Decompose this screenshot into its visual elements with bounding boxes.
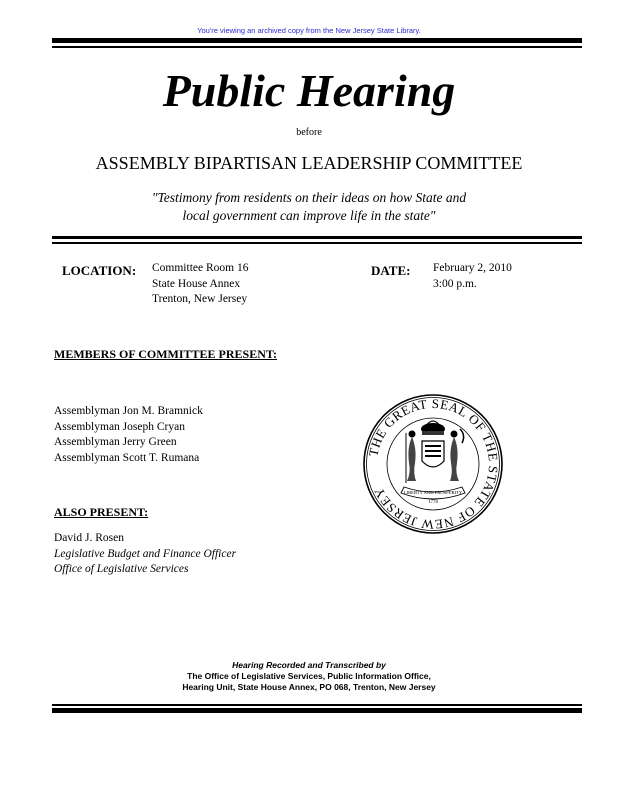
footer-line: Hearing Unit, State House Annex, PO 068, Trenton, New Jersey	[182, 682, 436, 692]
mid-rule-thick	[52, 236, 582, 239]
date-line: February 2, 2010	[433, 262, 512, 274]
location-line: Committee Room 16	[152, 262, 249, 274]
members-list	[54, 404, 203, 466]
also-present-heading: ALSO PRESENT:	[54, 505, 149, 519]
member-item: Assemblyman Jerry Green	[54, 436, 177, 448]
bottom-rule-thin	[52, 704, 582, 706]
member-item: Assemblyman Scott T. Rumana	[54, 451, 200, 464]
before-text: before	[296, 127, 322, 138]
footer-credits	[0, 660, 618, 693]
committee-name: ASSEMBLY BIPARTISAN LEADERSHIP COMMITTEE	[95, 153, 523, 173]
state-seal	[362, 393, 504, 535]
location-line: State House Annex	[152, 277, 241, 290]
member-item: Assemblyman Joseph Cryan	[54, 420, 185, 433]
testimony-line: "Testimony from residents on their ideas on how State and	[151, 190, 467, 205]
also-present-role: Legislative Budget and Finance Officer	[54, 547, 237, 560]
archive-notice: You're viewing an archived copy from the New Jersey State Library.	[197, 26, 421, 35]
also-present-block	[54, 531, 236, 578]
location-line: Trenton, New Jersey	[152, 293, 248, 305]
location-label: LOCATION:	[62, 263, 137, 278]
date-line: 3:00 p.m.	[433, 277, 477, 290]
seal-banner: LIBERTY AND PROSPERITY	[403, 490, 463, 495]
svg-text:THE GREAT SEAL OF THE STATE OF: THE GREAT SEAL OF THE STATE OF NEW JERSEY	[365, 395, 502, 533]
seal-year: 1776	[428, 500, 438, 505]
mid-rule-thin	[52, 242, 582, 244]
testimony-subtitle	[0, 189, 618, 225]
testimony-line: local government can improve life in the state"	[182, 208, 436, 223]
date-value	[433, 261, 512, 292]
bottom-rule-thick	[52, 708, 582, 713]
member-item: Assemblyman Jon M. Bramnick	[54, 405, 203, 417]
date-label: DATE:	[371, 263, 411, 278]
also-present-name: David J. Rosen	[54, 532, 124, 544]
footer-line: The Office of Legislative Services, Public Information Office,	[187, 671, 431, 681]
location-value	[152, 261, 248, 308]
footer-line: Hearing Recorded and Transcribed by	[232, 660, 386, 670]
state-seal-graphic	[362, 393, 504, 535]
page-title: Public Hearing	[162, 65, 456, 116]
top-rule-thick	[52, 38, 582, 43]
also-present-office: Office of Legislative Services	[54, 563, 189, 575]
top-rule-thin	[52, 46, 582, 48]
members-heading: MEMBERS OF COMMITTEE PRESENT:	[54, 347, 278, 361]
